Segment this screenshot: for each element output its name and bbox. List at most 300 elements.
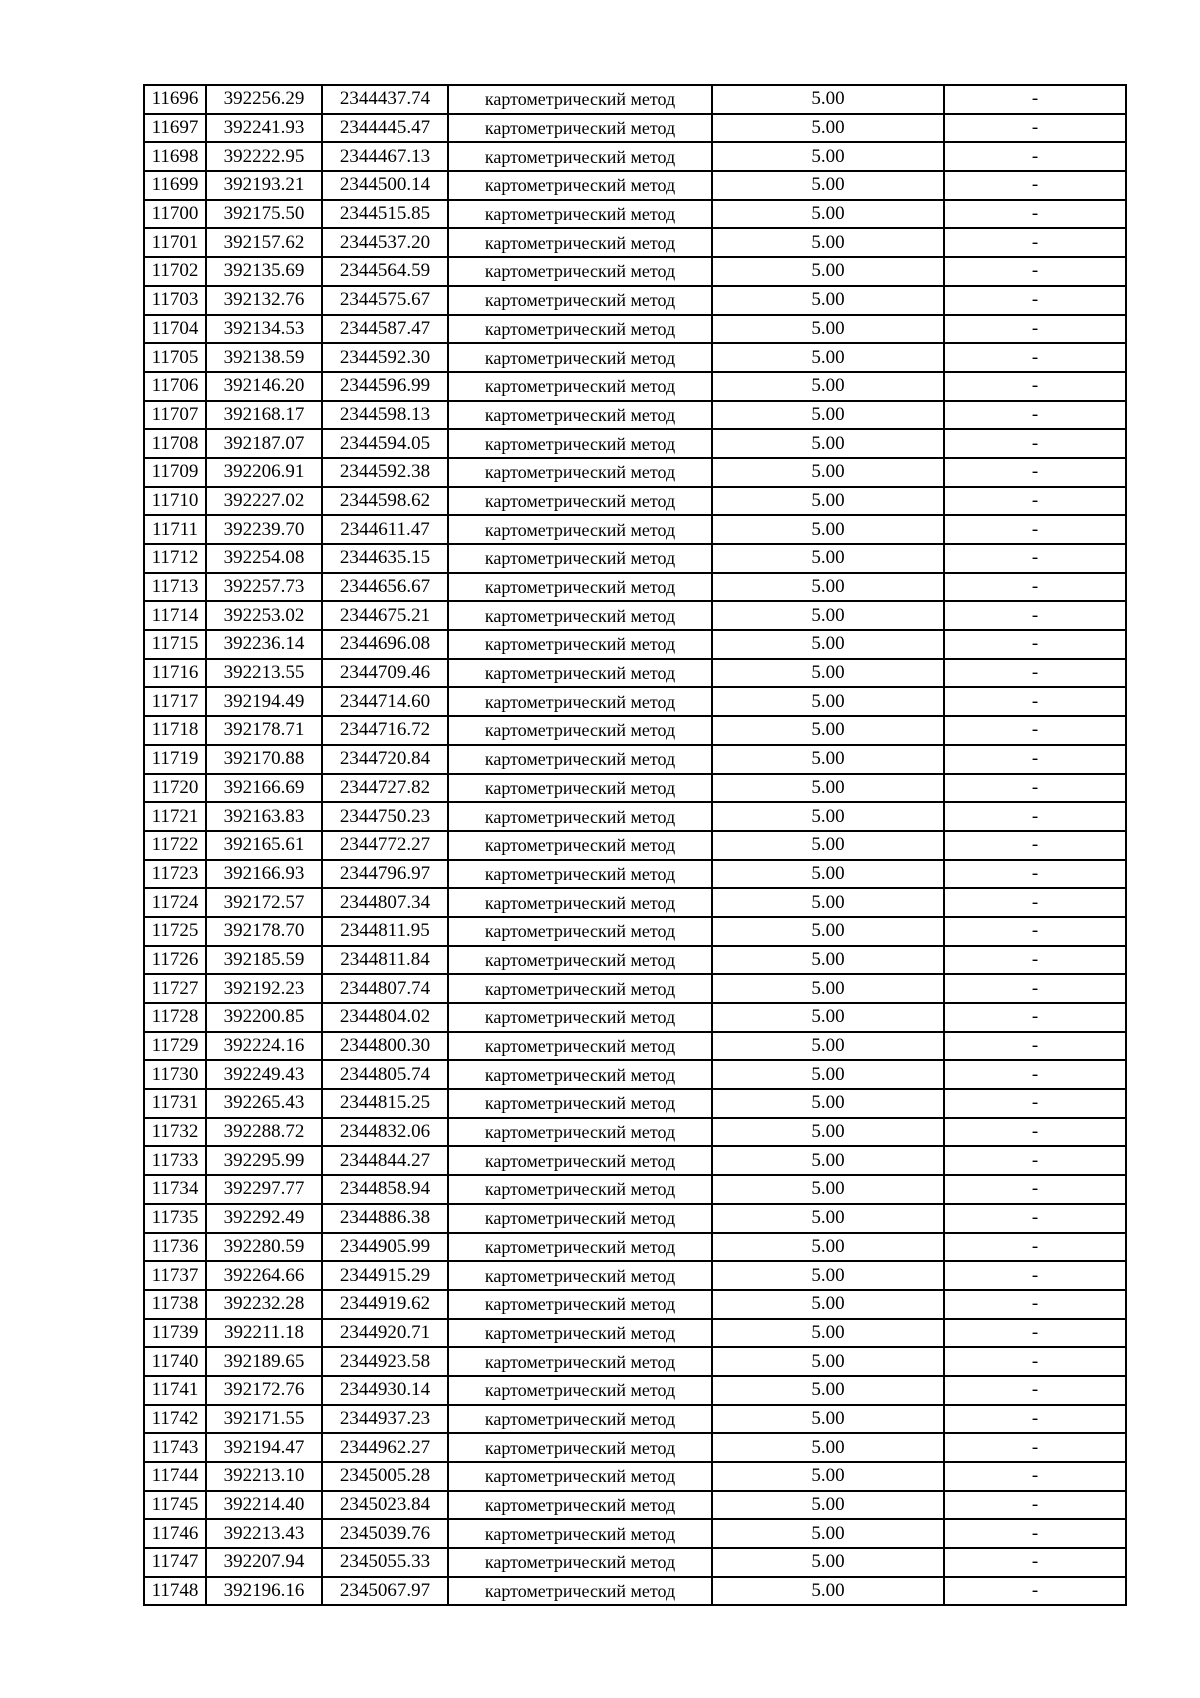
accuracy-cell: 5.00: [712, 1405, 944, 1434]
description-cell: -: [944, 487, 1126, 516]
table-row: [144, 745, 1126, 774]
x-coordinate-cell: 392185.59: [206, 946, 322, 975]
point-number-cell: 11724: [144, 888, 206, 917]
x-coordinate-cell: 392192.23: [206, 974, 322, 1003]
point-number-cell: 11705: [144, 343, 206, 372]
point-number-cell: 11715: [144, 630, 206, 659]
x-coordinate-cell: 392178.70: [206, 917, 322, 946]
y-coordinate-cell: 2344807.74: [322, 974, 448, 1003]
accuracy-cell: 5.00: [712, 745, 944, 774]
accuracy-cell: 5.00: [712, 1548, 944, 1577]
description-cell: -: [944, 1060, 1126, 1089]
table-row: [144, 171, 1126, 200]
accuracy-cell: 5.00: [712, 974, 944, 1003]
method-cell: картометрический метод: [448, 257, 712, 286]
y-coordinate-cell: 2344805.74: [322, 1060, 448, 1089]
description-cell: -: [944, 1405, 1126, 1434]
description-cell: -: [944, 1089, 1126, 1118]
y-coordinate-cell: 2344886.38: [322, 1204, 448, 1233]
accuracy-cell: 5.00: [712, 1175, 944, 1204]
point-number-cell: 11746: [144, 1519, 206, 1548]
x-coordinate-cell: 392172.57: [206, 888, 322, 917]
accuracy-cell: 5.00: [712, 515, 944, 544]
y-coordinate-cell: 2344796.97: [322, 860, 448, 889]
point-number-cell: 11701: [144, 228, 206, 257]
point-number-cell: 11748: [144, 1577, 206, 1606]
method-cell: картометрический метод: [448, 630, 712, 659]
description-cell: -: [944, 831, 1126, 860]
point-number-cell: 11731: [144, 1089, 206, 1118]
description-cell: -: [944, 343, 1126, 372]
y-coordinate-cell: 2345055.33: [322, 1548, 448, 1577]
table-row: [144, 1548, 1126, 1577]
x-coordinate-cell: 392236.14: [206, 630, 322, 659]
method-cell: картометрический метод: [448, 515, 712, 544]
method-cell: картометрический метод: [448, 1519, 712, 1548]
x-coordinate-cell: 392295.99: [206, 1146, 322, 1175]
y-coordinate-cell: 2344587.47: [322, 315, 448, 344]
method-cell: картометрический метод: [448, 1003, 712, 1032]
description-cell: -: [944, 630, 1126, 659]
method-cell: картометрический метод: [448, 1175, 712, 1204]
method-cell: картометрический метод: [448, 372, 712, 401]
accuracy-cell: 5.00: [712, 429, 944, 458]
accuracy-cell: 5.00: [712, 687, 944, 716]
accuracy-cell: 5.00: [712, 1233, 944, 1262]
accuracy-cell: 5.00: [712, 1032, 944, 1061]
method-cell: картометрический метод: [448, 974, 712, 1003]
y-coordinate-cell: 2345023.84: [322, 1491, 448, 1520]
table-row: [144, 917, 1126, 946]
point-number-cell: 11702: [144, 257, 206, 286]
x-coordinate-cell: 392239.70: [206, 515, 322, 544]
table-row: [144, 286, 1126, 315]
y-coordinate-cell: 2344611.47: [322, 515, 448, 544]
method-cell: картометрический метод: [448, 401, 712, 430]
table-row: [144, 372, 1126, 401]
accuracy-cell: 5.00: [712, 487, 944, 516]
table-row: [144, 1233, 1126, 1262]
table-row: [144, 1405, 1126, 1434]
accuracy-cell: 5.00: [712, 1089, 944, 1118]
table-row: [144, 429, 1126, 458]
table-row: [144, 1003, 1126, 1032]
table-row: [144, 487, 1126, 516]
method-cell: картометрический метод: [448, 1146, 712, 1175]
method-cell: картометрический метод: [448, 142, 712, 171]
description-cell: -: [944, 745, 1126, 774]
description-cell: -: [944, 544, 1126, 573]
x-coordinate-cell: 392213.10: [206, 1462, 322, 1491]
y-coordinate-cell: 2344915.29: [322, 1261, 448, 1290]
description-cell: -: [944, 687, 1126, 716]
point-number-cell: 11712: [144, 544, 206, 573]
x-coordinate-cell: 392194.49: [206, 687, 322, 716]
method-cell: картометрический метод: [448, 888, 712, 917]
x-coordinate-cell: 392211.18: [206, 1319, 322, 1348]
x-coordinate-cell: 392172.76: [206, 1376, 322, 1405]
x-coordinate-cell: 392171.55: [206, 1405, 322, 1434]
y-coordinate-cell: 2345039.76: [322, 1519, 448, 1548]
table-row: [144, 515, 1126, 544]
point-number-cell: 11698: [144, 142, 206, 171]
y-coordinate-cell: 2344500.14: [322, 171, 448, 200]
point-number-cell: 11730: [144, 1060, 206, 1089]
point-number-cell: 11704: [144, 315, 206, 344]
accuracy-cell: 5.00: [712, 1261, 944, 1290]
description-cell: -: [944, 515, 1126, 544]
description-cell: -: [944, 860, 1126, 889]
x-coordinate-cell: 392170.88: [206, 745, 322, 774]
table-row: [144, 1032, 1126, 1061]
table-row: [144, 1376, 1126, 1405]
table-row: [144, 1519, 1126, 1548]
point-number-cell: 11742: [144, 1405, 206, 1434]
y-coordinate-cell: 2344844.27: [322, 1146, 448, 1175]
description-cell: -: [944, 1433, 1126, 1462]
table-row: [144, 401, 1126, 430]
table-row: [144, 257, 1126, 286]
method-cell: картометрический метод: [448, 1376, 712, 1405]
description-cell: -: [944, 1233, 1126, 1262]
point-number-cell: 11714: [144, 601, 206, 630]
accuracy-cell: 5.00: [712, 1519, 944, 1548]
description-cell: -: [944, 171, 1126, 200]
method-cell: картометрический метод: [448, 85, 712, 114]
accuracy-cell: 5.00: [712, 401, 944, 430]
description-cell: -: [944, 716, 1126, 745]
point-number-cell: 11708: [144, 429, 206, 458]
accuracy-cell: 5.00: [712, 85, 944, 114]
table-row: [144, 1261, 1126, 1290]
method-cell: картометрический метод: [448, 831, 712, 860]
point-number-cell: 11720: [144, 774, 206, 803]
accuracy-cell: 5.00: [712, 860, 944, 889]
table-row: [144, 458, 1126, 487]
method-cell: картометрический метод: [448, 343, 712, 372]
accuracy-cell: 5.00: [712, 171, 944, 200]
method-cell: картометрический метод: [448, 1060, 712, 1089]
point-number-cell: 11744: [144, 1462, 206, 1491]
point-number-cell: 11728: [144, 1003, 206, 1032]
y-coordinate-cell: 2344920.71: [322, 1319, 448, 1348]
method-cell: картометрический метод: [448, 458, 712, 487]
table-row: [144, 1175, 1126, 1204]
accuracy-cell: 5.00: [712, 228, 944, 257]
description-cell: -: [944, 802, 1126, 831]
method-cell: картометрический метод: [448, 1462, 712, 1491]
description-cell: -: [944, 200, 1126, 229]
y-coordinate-cell: 2344598.62: [322, 487, 448, 516]
table-row: [144, 659, 1126, 688]
description-cell: -: [944, 1175, 1126, 1204]
x-coordinate-cell: 392280.59: [206, 1233, 322, 1262]
accuracy-cell: 5.00: [712, 1319, 944, 1348]
y-coordinate-cell: 2344772.27: [322, 831, 448, 860]
accuracy-cell: 5.00: [712, 716, 944, 745]
accuracy-cell: 5.00: [712, 1462, 944, 1491]
y-coordinate-cell: 2344635.15: [322, 544, 448, 573]
table-row: [144, 228, 1126, 257]
description-cell: -: [944, 1319, 1126, 1348]
method-cell: картометрический метод: [448, 114, 712, 143]
method-cell: картометрический метод: [448, 860, 712, 889]
method-cell: картометрический метод: [448, 601, 712, 630]
x-coordinate-cell: 392194.47: [206, 1433, 322, 1462]
accuracy-cell: 5.00: [712, 1577, 944, 1606]
y-coordinate-cell: 2344937.23: [322, 1405, 448, 1434]
point-number-cell: 11740: [144, 1347, 206, 1376]
x-coordinate-cell: 392168.17: [206, 401, 322, 430]
table-row: [144, 630, 1126, 659]
accuracy-cell: 5.00: [712, 1376, 944, 1405]
method-cell: картометрический метод: [448, 228, 712, 257]
y-coordinate-cell: 2344714.60: [322, 687, 448, 716]
point-number-cell: 11747: [144, 1548, 206, 1577]
method-cell: картометрический метод: [448, 1118, 712, 1147]
description-cell: -: [944, 257, 1126, 286]
point-number-cell: 11718: [144, 716, 206, 745]
point-number-cell: 11737: [144, 1261, 206, 1290]
description-cell: -: [944, 1204, 1126, 1233]
coordinates-table-body: [144, 85, 1126, 1605]
y-coordinate-cell: 2345005.28: [322, 1462, 448, 1491]
description-cell: -: [944, 659, 1126, 688]
y-coordinate-cell: 2344811.84: [322, 946, 448, 975]
x-coordinate-cell: 392253.02: [206, 601, 322, 630]
table-row: [144, 687, 1126, 716]
table-row: [144, 85, 1126, 114]
y-coordinate-cell: 2344575.67: [322, 286, 448, 315]
x-coordinate-cell: 392166.93: [206, 860, 322, 889]
accuracy-cell: 5.00: [712, 888, 944, 917]
y-coordinate-cell: 2344467.13: [322, 142, 448, 171]
x-coordinate-cell: 392166.69: [206, 774, 322, 803]
accuracy-cell: 5.00: [712, 1347, 944, 1376]
x-coordinate-cell: 392224.16: [206, 1032, 322, 1061]
table-row: [144, 1491, 1126, 1520]
description-cell: -: [944, 1290, 1126, 1319]
table-row: [144, 1146, 1126, 1175]
x-coordinate-cell: 392196.16: [206, 1577, 322, 1606]
point-number-cell: 11699: [144, 171, 206, 200]
y-coordinate-cell: 2344727.82: [322, 774, 448, 803]
accuracy-cell: 5.00: [712, 200, 944, 229]
y-coordinate-cell: 2344564.59: [322, 257, 448, 286]
description-cell: -: [944, 228, 1126, 257]
table-row: [144, 343, 1126, 372]
method-cell: картометрический метод: [448, 1089, 712, 1118]
x-coordinate-cell: 392165.61: [206, 831, 322, 860]
description-cell: -: [944, 946, 1126, 975]
table-row: [144, 1089, 1126, 1118]
table-row: [144, 802, 1126, 831]
y-coordinate-cell: 2344807.34: [322, 888, 448, 917]
point-number-cell: 11706: [144, 372, 206, 401]
x-coordinate-cell: 392227.02: [206, 487, 322, 516]
method-cell: картометрический метод: [448, 1204, 712, 1233]
table-row: [144, 888, 1126, 917]
table-row: [144, 1433, 1126, 1462]
accuracy-cell: 5.00: [712, 315, 944, 344]
point-number-cell: 11696: [144, 85, 206, 114]
table-row: [144, 1462, 1126, 1491]
accuracy-cell: 5.00: [712, 1491, 944, 1520]
method-cell: картометрический метод: [448, 917, 712, 946]
accuracy-cell: 5.00: [712, 1060, 944, 1089]
accuracy-cell: 5.00: [712, 458, 944, 487]
accuracy-cell: 5.00: [712, 286, 944, 315]
table-row: [144, 946, 1126, 975]
description-cell: -: [944, 429, 1126, 458]
y-coordinate-cell: 2344962.27: [322, 1433, 448, 1462]
point-number-cell: 11736: [144, 1233, 206, 1262]
point-number-cell: 11697: [144, 114, 206, 143]
x-coordinate-cell: 392138.59: [206, 343, 322, 372]
y-coordinate-cell: 2344811.95: [322, 917, 448, 946]
point-number-cell: 11723: [144, 860, 206, 889]
accuracy-cell: 5.00: [712, 573, 944, 602]
x-coordinate-cell: 392297.77: [206, 1175, 322, 1204]
y-coordinate-cell: 2344656.67: [322, 573, 448, 602]
description-cell: -: [944, 286, 1126, 315]
method-cell: картометрический метод: [448, 171, 712, 200]
method-cell: картометрический метод: [448, 1233, 712, 1262]
description-cell: -: [944, 114, 1126, 143]
y-coordinate-cell: 2344445.47: [322, 114, 448, 143]
x-coordinate-cell: 392249.43: [206, 1060, 322, 1089]
table-row: [144, 1118, 1126, 1147]
accuracy-cell: 5.00: [712, 917, 944, 946]
x-coordinate-cell: 392187.07: [206, 429, 322, 458]
point-number-cell: 11707: [144, 401, 206, 430]
accuracy-cell: 5.00: [712, 831, 944, 860]
table-row: [144, 1290, 1126, 1319]
accuracy-cell: 5.00: [712, 114, 944, 143]
y-coordinate-cell: 2344919.62: [322, 1290, 448, 1319]
accuracy-cell: 5.00: [712, 1433, 944, 1462]
point-number-cell: 11733: [144, 1146, 206, 1175]
x-coordinate-cell: 392265.43: [206, 1089, 322, 1118]
table-row: [144, 774, 1126, 803]
x-coordinate-cell: 392213.43: [206, 1519, 322, 1548]
method-cell: картометрический метод: [448, 573, 712, 602]
description-cell: -: [944, 372, 1126, 401]
point-number-cell: 11726: [144, 946, 206, 975]
y-coordinate-cell: 2344709.46: [322, 659, 448, 688]
y-coordinate-cell: 2344720.84: [322, 745, 448, 774]
x-coordinate-cell: 392232.28: [206, 1290, 322, 1319]
table-row: [144, 860, 1126, 889]
description-cell: -: [944, 1347, 1126, 1376]
x-coordinate-cell: 392134.53: [206, 315, 322, 344]
point-number-cell: 11709: [144, 458, 206, 487]
method-cell: картометрический метод: [448, 1347, 712, 1376]
table-row: [144, 1319, 1126, 1348]
y-coordinate-cell: 2344537.20: [322, 228, 448, 257]
description-cell: -: [944, 1491, 1126, 1520]
y-coordinate-cell: 2344750.23: [322, 802, 448, 831]
description-cell: -: [944, 774, 1126, 803]
accuracy-cell: 5.00: [712, 946, 944, 975]
point-number-cell: 11741: [144, 1376, 206, 1405]
description-cell: -: [944, 1376, 1126, 1405]
y-coordinate-cell: 2344596.99: [322, 372, 448, 401]
x-coordinate-cell: 392146.20: [206, 372, 322, 401]
y-coordinate-cell: 2344923.58: [322, 1347, 448, 1376]
x-coordinate-cell: 392135.69: [206, 257, 322, 286]
x-coordinate-cell: 392256.29: [206, 85, 322, 114]
description-cell: -: [944, 1577, 1126, 1606]
point-number-cell: 11745: [144, 1491, 206, 1520]
accuracy-cell: 5.00: [712, 802, 944, 831]
x-coordinate-cell: 392207.94: [206, 1548, 322, 1577]
description-cell: -: [944, 888, 1126, 917]
point-number-cell: 11722: [144, 831, 206, 860]
accuracy-cell: 5.00: [712, 630, 944, 659]
method-cell: картометрический метод: [448, 802, 712, 831]
y-coordinate-cell: 2344675.21: [322, 601, 448, 630]
table-row: [144, 974, 1126, 1003]
y-coordinate-cell: 2344594.05: [322, 429, 448, 458]
x-coordinate-cell: 392206.91: [206, 458, 322, 487]
x-coordinate-cell: 392264.66: [206, 1261, 322, 1290]
point-number-cell: 11727: [144, 974, 206, 1003]
method-cell: картометрический метод: [448, 687, 712, 716]
x-coordinate-cell: 392132.76: [206, 286, 322, 315]
accuracy-cell: 5.00: [712, 601, 944, 630]
table-row: [144, 1204, 1126, 1233]
point-number-cell: 11716: [144, 659, 206, 688]
method-cell: картометрический метод: [448, 315, 712, 344]
point-number-cell: 11735: [144, 1204, 206, 1233]
y-coordinate-cell: 2344815.25: [322, 1089, 448, 1118]
method-cell: картометрический метод: [448, 286, 712, 315]
method-cell: картометрический метод: [448, 745, 712, 774]
description-cell: -: [944, 917, 1126, 946]
description-cell: -: [944, 85, 1126, 114]
table-row: [144, 1347, 1126, 1376]
y-coordinate-cell: 2344592.30: [322, 343, 448, 372]
point-number-cell: 11739: [144, 1319, 206, 1348]
accuracy-cell: 5.00: [712, 343, 944, 372]
x-coordinate-cell: 392257.73: [206, 573, 322, 602]
x-coordinate-cell: 392200.85: [206, 1003, 322, 1032]
description-cell: -: [944, 142, 1126, 171]
y-coordinate-cell: 2344592.38: [322, 458, 448, 487]
description-cell: -: [944, 1519, 1126, 1548]
x-coordinate-cell: 392189.65: [206, 1347, 322, 1376]
description-cell: -: [944, 601, 1126, 630]
method-cell: картометрический метод: [448, 1261, 712, 1290]
accuracy-cell: 5.00: [712, 372, 944, 401]
y-coordinate-cell: 2344804.02: [322, 1003, 448, 1032]
coordinates-table: [143, 84, 1127, 1606]
y-coordinate-cell: 2344515.85: [322, 200, 448, 229]
y-coordinate-cell: 2344905.99: [322, 1233, 448, 1262]
table-row: [144, 573, 1126, 602]
description-cell: -: [944, 1462, 1126, 1491]
method-cell: картометрический метод: [448, 659, 712, 688]
point-number-cell: 11732: [144, 1118, 206, 1147]
point-number-cell: 11711: [144, 515, 206, 544]
method-cell: картометрический метод: [448, 1319, 712, 1348]
method-cell: картометрический метод: [448, 716, 712, 745]
accuracy-cell: 5.00: [712, 774, 944, 803]
x-coordinate-cell: 392214.40: [206, 1491, 322, 1520]
method-cell: картометрический метод: [448, 544, 712, 573]
y-coordinate-cell: 2344598.13: [322, 401, 448, 430]
